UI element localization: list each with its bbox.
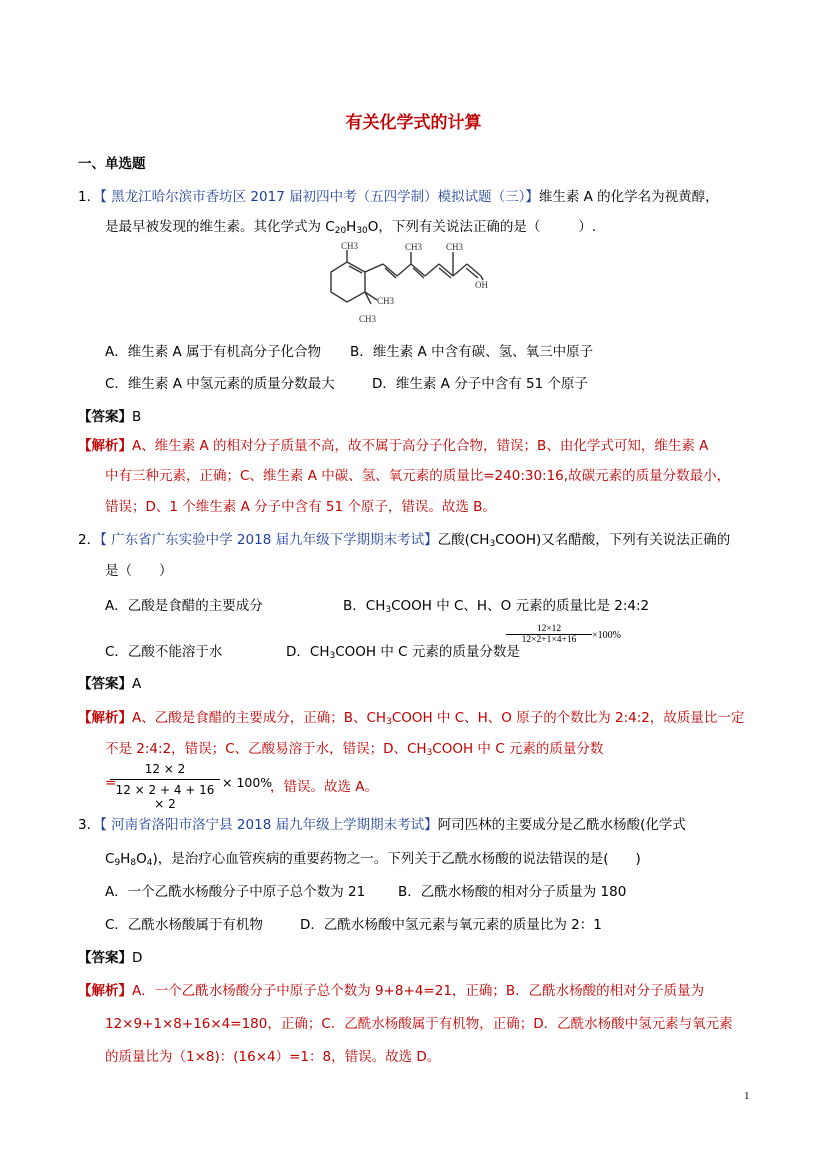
analysis-line — [78, 706, 744, 726]
option-text: COOH 中 C 元素的质量分数是 — [335, 644, 520, 660]
answer-label: 【答案】 — [78, 950, 132, 966]
retinol-structure-diagram — [325, 240, 500, 330]
equals-sign: = — [105, 775, 117, 791]
question-number: 1． — [78, 189, 101, 205]
analysis-text: A．一个乙酰水杨酸分子中原子总个数为 9+8+4=21，正确；B．乙酰水杨酸的相对分子质量为 — [132, 983, 705, 999]
subscript: 3 — [386, 717, 392, 727]
option-c: C．乙酰水杨酸属于有机物 — [105, 917, 263, 933]
analysis-line — [78, 979, 704, 999]
analysis-text: 12×9+1×8+16×4=180，正确；C．乙酰水杨酸属于有机物，正确；D．乙酰水杨酸中氢元素与氧元素 — [105, 1016, 733, 1032]
question-stem: 是（ ） — [105, 563, 173, 579]
question-1-line-2 — [105, 215, 596, 235]
option-a: A．一个乙酰水杨酸分子中原子总个数为 21 — [105, 884, 366, 900]
analysis-text: COOH 中 C 元素的质量分数 — [432, 741, 604, 757]
answer-line — [78, 672, 141, 692]
analysis-text: A、乙酸是食醋的主要成分，正确；B、CH — [132, 710, 387, 726]
section-heading: 一、单选题 — [78, 156, 146, 172]
subscript: 4 — [146, 858, 153, 868]
question-3-line-1 — [78, 813, 686, 833]
option-c: C．维生素 A 中氢元素的质量分数最大 — [105, 376, 335, 392]
fraction-tail: ×100% — [592, 630, 621, 641]
question-stem: COOH)又名醋酸，下列有关说法正确的 — [495, 532, 731, 548]
fraction-numerator: 12×12 — [536, 624, 562, 634]
option-b — [343, 594, 649, 614]
option-text: D．CH — [286, 644, 330, 660]
subscript: 3 — [426, 748, 433, 758]
answer-line — [78, 946, 142, 966]
methyl-label: CH3 — [377, 296, 395, 306]
hydroxyl-label: OH — [475, 280, 488, 290]
subscript: 8 — [130, 858, 137, 868]
answer-value: B — [132, 409, 142, 425]
option-a: A．维生素 A 属于有机高分子化合物 — [105, 344, 322, 360]
answer-line — [78, 405, 141, 425]
question-stem: 是最早被发现的维生素。其化学式为 C — [105, 219, 335, 235]
answer-value: D — [132, 950, 143, 966]
analysis-text: 错误；D、1 个维生素 A 分子中含有 51 个原子，错误。故选 B。 — [105, 499, 496, 515]
formula-part: C — [105, 851, 115, 867]
question-number: 2． — [78, 532, 101, 548]
fraction-tail: × 100% — [222, 775, 273, 790]
question-source: 【 河南省洛阳市洛宁县 2018 届九年级上学期期末考试】 — [100, 817, 438, 833]
subscript: 9 — [114, 858, 121, 868]
analysis-text: 不是 2:4:2，错误；C、乙酸易溶于水，错误；D、CH — [105, 741, 427, 757]
subscript: 3 — [489, 539, 496, 549]
analysis-line — [105, 737, 603, 757]
fraction-denominator: 12 × 2 + 4 + 16 × 2 — [110, 779, 220, 811]
fraction-option-d — [506, 624, 592, 645]
analysis-text: ，错误。故选 A。 — [270, 779, 379, 795]
option-d: D．维生素 A 分子中含有 51 个原子 — [372, 376, 588, 392]
analysis-text: COOH 中 C、H、O 原子的个数比为 2:4:2，故质量比一定 — [391, 710, 745, 726]
question-stem: O，下列有关说法正确的是（ — [367, 219, 541, 235]
question-stem: 维生素 A 的化学名为视黄醇， — [538, 189, 719, 205]
question-stem: ）. — [578, 219, 597, 235]
option-text: COOH 中 C、H、O 元素的质量比是 2:4:2 — [391, 598, 650, 614]
formula-part: H — [120, 851, 131, 867]
option-d — [286, 640, 520, 660]
methyl-label: CH3 — [405, 242, 423, 252]
question-stem: 乙酸(CH — [437, 532, 490, 548]
answer-value: A — [132, 676, 142, 692]
option-d: D．乙酰水杨酸中氢元素与氧元素的质量比为 2：1 — [300, 917, 602, 933]
subscript: 3 — [385, 605, 392, 615]
question-1-line-1 — [78, 185, 719, 205]
page-number: 1 — [744, 1090, 750, 1102]
subscript: 20 — [334, 226, 347, 236]
analysis-line — [78, 434, 708, 454]
option-c: C．乙酸不能溶于水 — [105, 644, 223, 660]
analysis-label: 【解析】 — [78, 438, 132, 454]
question-stem: 阿司匹林的主要成分是乙酰水杨酸(化学式 — [437, 817, 686, 833]
fraction-analysis — [110, 762, 220, 811]
analysis-text: A、维生素 A 的相对分子质量不高，故不属于高分子化合物，错误；B、由化学式可知，维生素 A — [132, 438, 709, 454]
question-stem: )，是治疗心血管疾病的重要药物之一。下列关于乙酰水杨酸的说法错误的是( ) — [152, 851, 641, 867]
subscript: 3 — [329, 651, 336, 661]
subscript: 30 — [356, 226, 368, 236]
answer-label: 【答案】 — [78, 409, 132, 425]
methyl-label: CH3 — [359, 314, 377, 324]
fraction-denominator: 12×2+1×4+16 — [506, 634, 592, 645]
option-b: B．维生素 A 中含有碳、氢、氧三中原子 — [350, 344, 594, 360]
option-b: B．乙酰水杨酸的相对分子质量为 180 — [398, 884, 627, 900]
question-3-line-2 — [105, 847, 641, 867]
page-title: 有关化学式的计算 — [345, 113, 482, 133]
question-source: 【 广东省广东实验中学 2018 届九年级下学期期末考试】 — [100, 532, 438, 548]
analysis-text: 中有三种元素，正确；C、维生素 A 中碳、氢、氧元素的质量比=240:30:16,故碳元素的质量分数最小， — [105, 468, 731, 484]
analysis-label: 【解析】 — [78, 983, 132, 999]
fraction-numerator: 12 × 2 — [144, 762, 186, 776]
methyl-label: CH3 — [341, 241, 359, 251]
analysis-label: 【解析】 — [78, 710, 132, 726]
option-a: A．乙酸是食醋的主要成分 — [105, 598, 263, 614]
question-number: 3． — [78, 817, 101, 833]
option-text: B．CH — [343, 598, 386, 614]
answer-label: 【答案】 — [78, 676, 132, 692]
methyl-label: CH3 — [446, 242, 464, 252]
formula-part: H — [346, 219, 357, 235]
analysis-text: 的质量比为（1×8)：(16×4）=1：8，错误。故选 D。 — [105, 1049, 441, 1065]
formula-part: O — [136, 851, 147, 867]
question-source: 【 黑龙江哈尔滨市香坊区 2017 届初四中考（五四学制）模拟试题（三）】 — [100, 189, 539, 205]
question-2-line-1 — [78, 528, 730, 548]
